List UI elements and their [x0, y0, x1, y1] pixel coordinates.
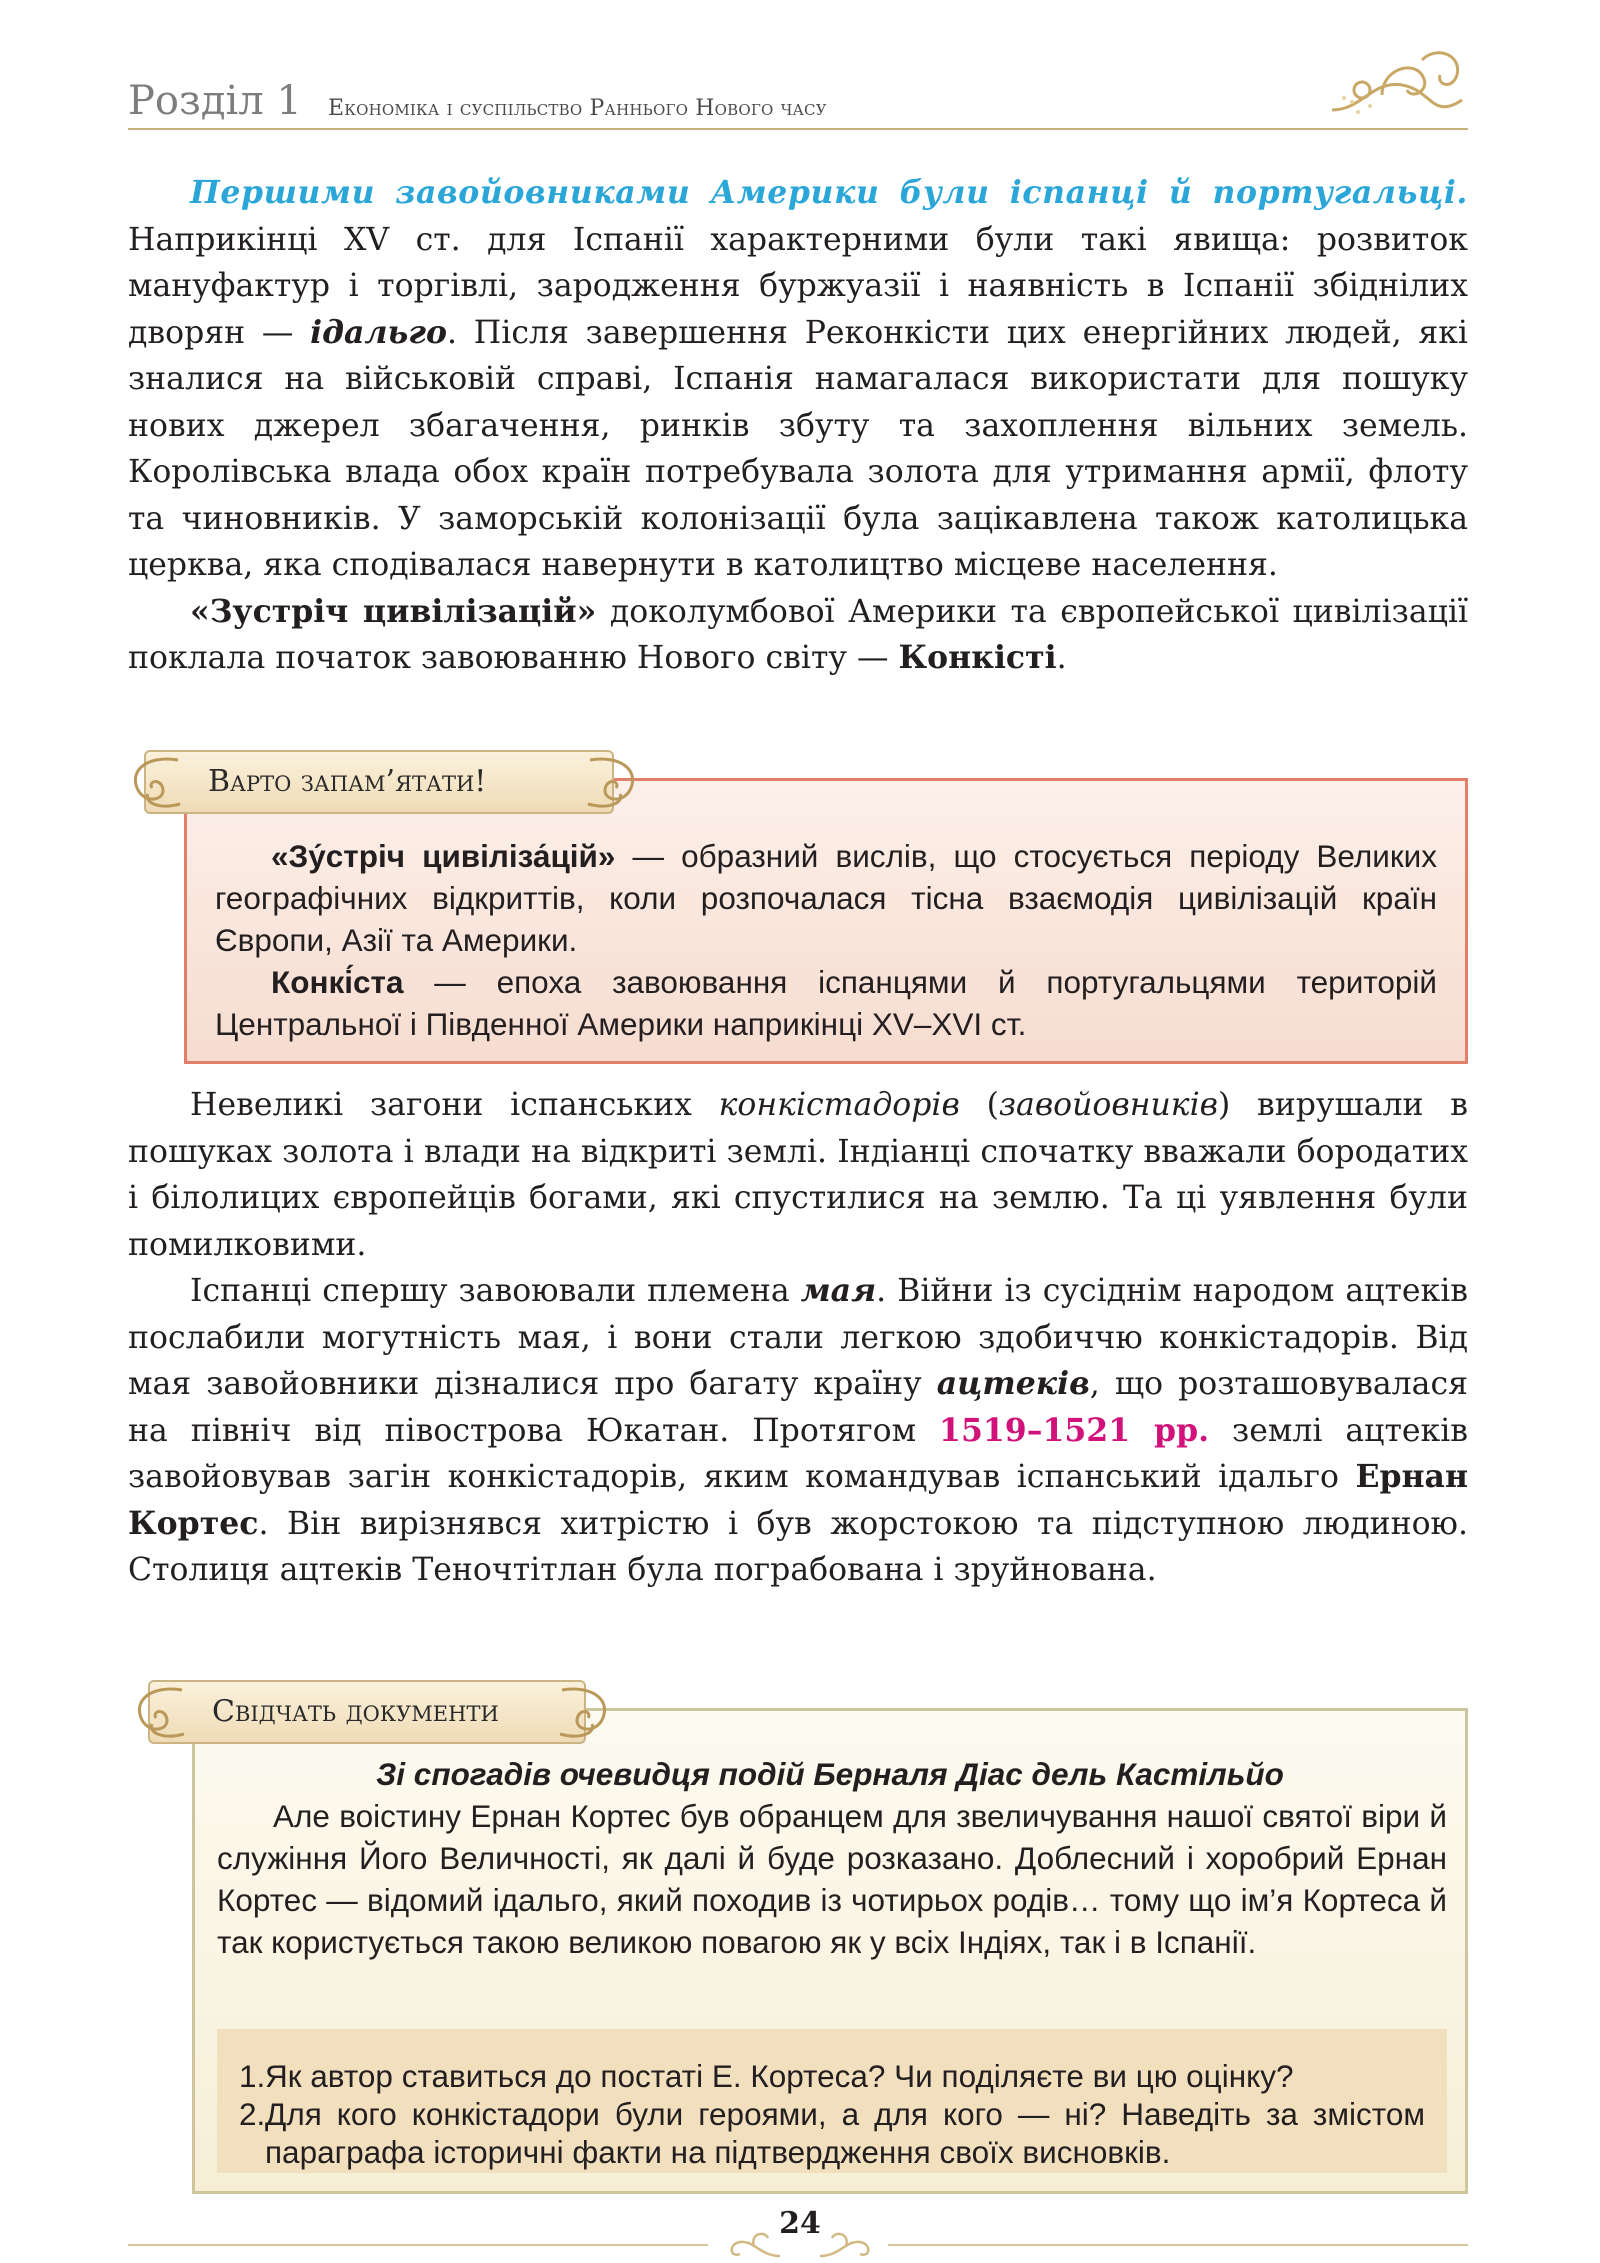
chapter-label: Розділ 1 — [128, 78, 302, 124]
question-item: 2. Для кого конкістадори були героями, а для кого — ні? Наведіть за змістом параграфа історичні факти на підтвердження своїх висновків. — [239, 2096, 1425, 2170]
page-number: 24 — [779, 2206, 821, 2241]
remember-box — [184, 778, 1468, 1064]
cortes-name: Ернан Кортес — [128, 1458, 1468, 1542]
page-header — [128, 78, 1468, 134]
intro-text — [128, 170, 1468, 682]
document-text: Але воістину Ернан Кортес був обранцем для звеличування нашої святої віри й служіння Його Величності, як далі й буде розказано. Доблесний і хоробрий Ернан Кортес — відомий ідальго, який походив із чотирьох родів… тому що ім’я Кортеса й так користується такою великою повагою як у всіх Індіях, так і в Іспанії. — [217, 1798, 1447, 1960]
header-rule — [128, 128, 1468, 130]
chapter-subtitle: Економіка і суспільство Раннього Нового часу — [328, 96, 827, 121]
definition-conquista: Конкі́ста — епоха завоювання іспанцями й португальцями територій Центральної і Південної Америки наприкінці XV–XVI ст. — [215, 964, 1437, 1042]
footer-rule — [888, 2244, 1468, 2246]
aztecs-paragraph: Іспанці спершу завоювали племена мая. Війни із сусіднім народом ацтеків послабили могутність мая, і вони стали легкою здобиччю конкістадорів. Від мая завойовники дізналися про багату країну ацтеків, що розташовувалася на північ від півострова Юкатан. Протягом 1519–1521 рр. землі ацтеків завойовував загін конкістадорів, яким командував іспанський ідальго Ернан Кортес. Він вирізнявся хитрістю і був жорстокою та підступною людиною. Столиця ацтеків Теночтітлан була пограбована і зруйнована. — [128, 1272, 1469, 1588]
scroll-ornament-icon — [118, 750, 188, 814]
definition-encounter: «Зу́стріч цивіліза́цій» — образний вислів, що стосується періоду Великих географічних відкриттів, коли розпочалася тісна взаємодія цивілізацій країн Європи, Азії та Америки. — [215, 838, 1437, 958]
body-text — [128, 1082, 1468, 1594]
conquistadors-paragraph: Невеликі загони іспанських конкістадорів (завойовників) вирушали в пошуках золота і влади на відкриті землі. Індіанці спочатку вважали бородатих і білолицих європейців богами, які спустилися на землю. Та ці уявлення були помилковими. — [128, 1087, 1468, 1263]
term-idalgo: ідальго — [310, 313, 448, 351]
intro-paragraph: Першими завойовниками Америки були іспанці й португальці. Наприкінці XV ст. для Іспанії характерними були такі явища: розвиток мануфактур і торгівлі, зародження буржуазії і наявність в Іспанії збіднілих дворян — ідальго. Після завершення Реконкісти цих енергійних людей, які зналися на військовій справі, Іспанія намагалася використати для пошуку нових джерел збагачення, ринків збуту та захоплення вільних земель. Королівська влада обох країн потребувала золота для утримання армії, флоту та чиновників. У заморській колонізації була зацікавлена також католицька церква, яка сподівалася навернути в католицтво місцеве населення. — [128, 174, 1468, 583]
footer-ornament-icon — [816, 2226, 886, 2262]
scroll-ornament-icon — [122, 1680, 192, 1744]
date-highlight: 1519–1521 рр. — [939, 1411, 1210, 1449]
remember-tab-label: Варто запам’ятати! — [208, 764, 487, 799]
documents-tab — [148, 1680, 586, 1744]
documents-box — [192, 1708, 1468, 2194]
footer-rule — [128, 2244, 708, 2246]
civilizations-paragraph: «Зустріч цивілізацій» доколумбової Америки та європейської цивілізації поклала початок завоюванню Нового світу — Конкісті. — [128, 592, 1469, 676]
remember-tab — [144, 750, 614, 814]
questions-box — [217, 2029, 1447, 2173]
header-ornament-icon — [1322, 40, 1472, 130]
scroll-ornament-icon — [552, 1680, 622, 1744]
document-title: Зі спогадів очевидця подій Берналя Діас дель Кастільйо — [376, 1756, 1284, 1792]
lead-sentence: Першими завойовниками Америки були іспанці й португальці. — [190, 174, 1468, 211]
documents-tab-label: Свідчать документи — [212, 1694, 499, 1729]
question-item: 1. Як автор ставиться до постаті Е. Кортеса? Чи поділяєте ви цю оцінку? — [239, 2058, 1294, 2094]
scroll-ornament-icon — [580, 750, 650, 814]
